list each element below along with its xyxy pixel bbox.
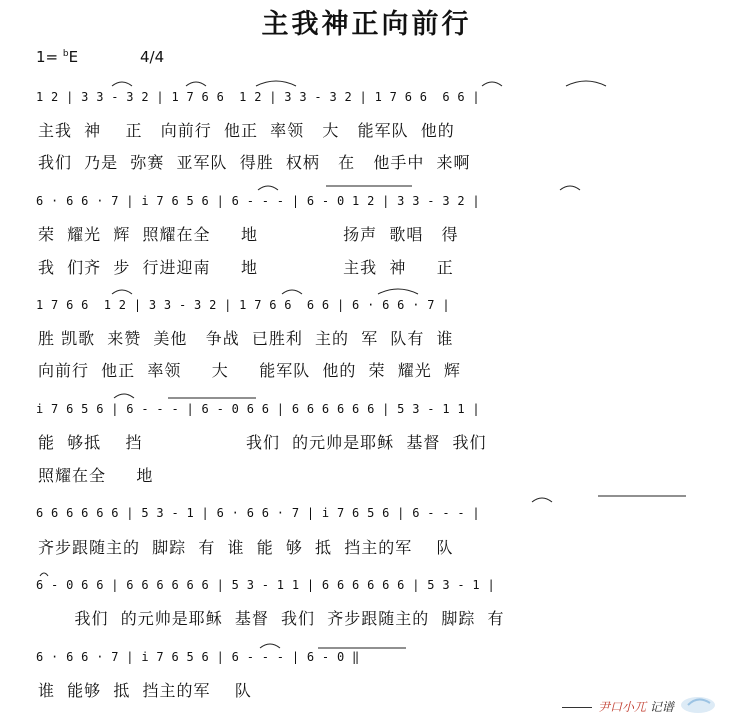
notation-line-3: 1 7 6 6 1 2 | 3 3 - 3 2 | 1 7 6 6 6 6 | 6 · 6 6 · 7 | <box>36 298 450 312</box>
credit-dash <box>562 707 592 708</box>
lyric-line-5a: 齐步跟随主的 脚踪 有 谁 能 够 抵 挡主的军 队 <box>38 538 454 557</box>
notation-line-7: 6 · 6 6 · 7 | i 7 6 5 6 | 6 - - - | 6 - 0 ‖ <box>36 650 360 664</box>
watermark-logo <box>662 690 718 716</box>
lyric-line-4a: 能 够抵 挡 我们 的元帅是耶稣 基督 我们 <box>38 433 487 452</box>
lyric-line-1a: 主我 神 正 向前行 他正 率领 大 能军队 他的 <box>38 121 455 140</box>
notation-line-2: 6 · 6 6 · 7 | i 7 6 5 6 | 6 - - - | 6 - 0 1 2 | 3 3 - 3 2 | <box>36 194 480 208</box>
song-title: 主我神正向前行 <box>261 9 472 40</box>
lyric-line-1b: 我们 乃是 弥赛 亚军队 得胜 权柄 在 他手中 来啊 <box>38 153 471 172</box>
lyric-line-2a: 荣 耀光 辉 照耀在全 地 扬声 歌唱 得 <box>38 225 459 244</box>
notation-line-1: 1 2 | 3 3 - 3 2 | 1 7 6 6 1 2 | 3 3 - 3 2 | 1 7 6 6 6 6 | <box>36 90 480 104</box>
transcriber-credit <box>562 698 674 715</box>
time-signature: 4/4 <box>140 48 165 66</box>
lyric-line-4b: 照耀在全 地 <box>38 466 154 485</box>
notation-line-4: i 7 6 5 6 | 6 - - - | 6 - 0 6 6 | 6 6 6 6 6 6 | 5 3 - 1 1 | <box>36 402 480 416</box>
lyric-line-3a: 胜 凯歌 来赞 美他 争战 已胜利 主的 军 队有 谁 <box>38 329 454 348</box>
key-signature: 1= $^b$E <box>36 48 79 66</box>
lyric-line-6a: 我们 的元帅是耶稣 基督 我们 齐步跟随主的 脚踪 有 <box>38 609 505 628</box>
notation-line-6: 6 - 0 6 6 | 6 6 6 6 6 6 | 5 3 - 1 1 | 6 6 6 6 6 6 | 5 3 - 1 | <box>36 578 496 592</box>
lyric-line-3b: 向前行 他正 率领 大 能军队 他的 荣 耀光 辉 <box>38 361 461 380</box>
credit-author: 尹口小兀 <box>598 700 647 714</box>
lyric-line-7a: 谁 能够 抵 挡主的军 队 <box>38 681 252 700</box>
lyric-line-2b: 我 们齐 步 行进迎南 地 主我 神 正 <box>38 258 454 277</box>
notation-line-5: 6 6 6 6 6 6 | 5 3 - 1 | 6 · 6 6 · 7 | i 7 6 5 6 | 6 - - - | <box>36 506 480 520</box>
credit-note: 记谱 <box>649 700 674 714</box>
flat-sign: b <box>62 49 69 59</box>
